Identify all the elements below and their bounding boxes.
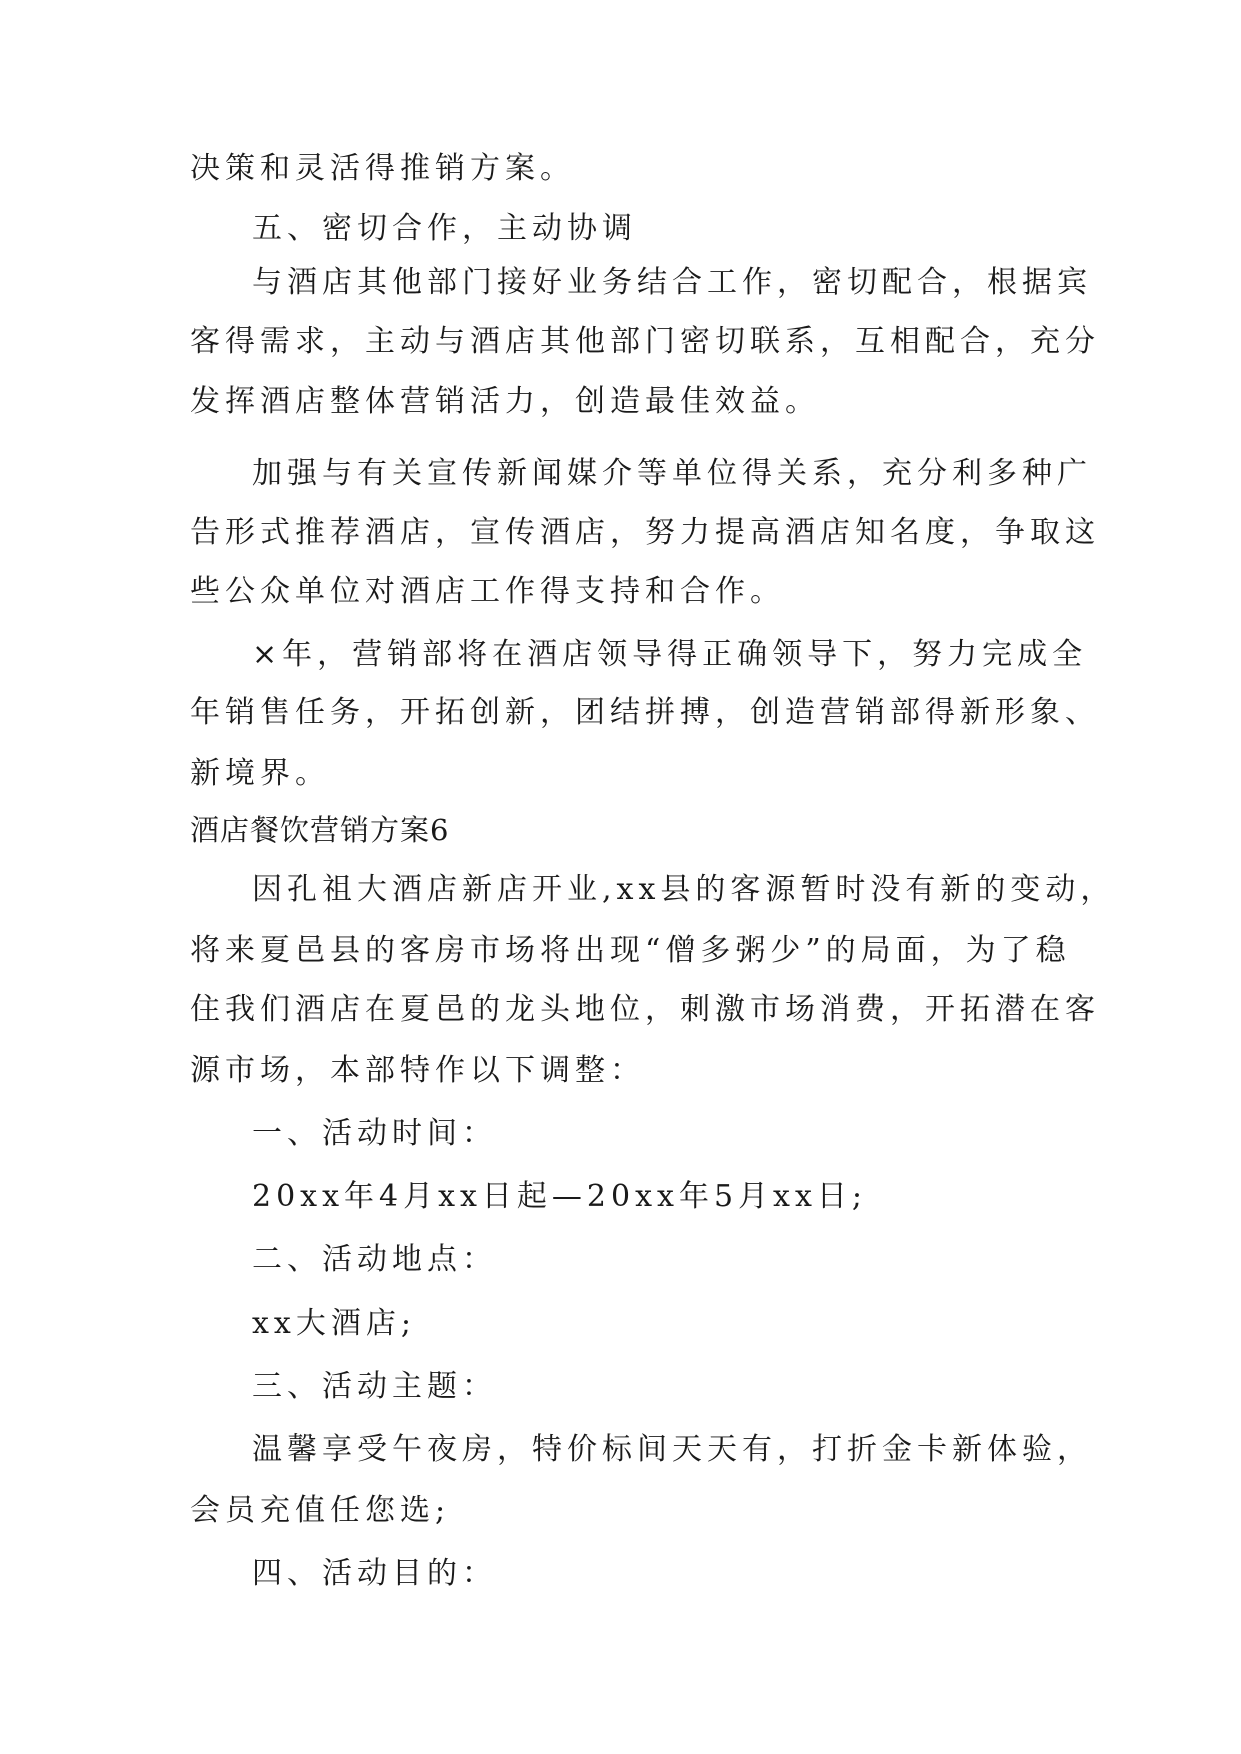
- paragraph-line: 加强与有关宣传新闻媒介等单位得关系，充分利多种广: [252, 456, 1092, 491]
- paragraph-line: 会员充值任您选;: [190, 1493, 451, 1528]
- paragraph-line: 客得需求，主动与酒店其他部门密切联系，互相配合，充分: [190, 324, 1100, 359]
- paragraph-line: 些公众单位对酒店工作得支持和合作。: [190, 574, 785, 609]
- paragraph-line: 将来夏邑县的客房市场将出现“僧多粥少”的局面，为了稳: [190, 933, 1071, 968]
- paragraph-line: 年销售任务，开拓创新，团结拼搏，创造营销部得新形象、: [190, 695, 1100, 730]
- paragraph-line: 温馨享受午夜房，特价标间天天有，打折金卡新体验，: [252, 1432, 1092, 1467]
- paragraph-line: 新境界。: [190, 756, 330, 791]
- document-title: 酒店餐饮营销方案6: [190, 813, 450, 847]
- paragraph-line: 住我们酒店在夏邑的龙头地位，刺激市场消费，开拓潜在客: [190, 992, 1100, 1027]
- section-heading: 四、活动目的：: [252, 1556, 497, 1591]
- paragraph-line: 告形式推荐酒店，宣传酒店，努力提高酒店知名度，争取这: [190, 515, 1100, 550]
- paragraph-line: 发挥酒店整体营销活力，创造最佳效益。: [190, 384, 820, 419]
- paragraph-line: xx大酒店;: [252, 1306, 416, 1341]
- paragraph-line: 因孔祖大酒店新店开业,xx县的客源暂时没有新的变动，: [252, 872, 1116, 907]
- paragraph-line: 20xx年4月xx日起—20xx年5月xx日;: [252, 1179, 867, 1214]
- paragraph-line: 与酒店其他部门接好业务结合工作，密切配合，根据宾: [252, 265, 1092, 300]
- section-heading: 二、活动地点：: [252, 1242, 497, 1277]
- paragraph-line: 决策和灵活得推销方案。: [190, 151, 575, 186]
- section-heading: 五、密切合作，主动协调: [252, 211, 637, 246]
- paragraph-line: ×年，营销部将在酒店领导得正确领导下，努力完成全: [252, 637, 1088, 672]
- section-heading: 三、活动主题：: [252, 1369, 497, 1404]
- section-heading: 一、活动时间：: [252, 1116, 497, 1151]
- paragraph-line: 源市场，本部特作以下调整：: [190, 1053, 645, 1088]
